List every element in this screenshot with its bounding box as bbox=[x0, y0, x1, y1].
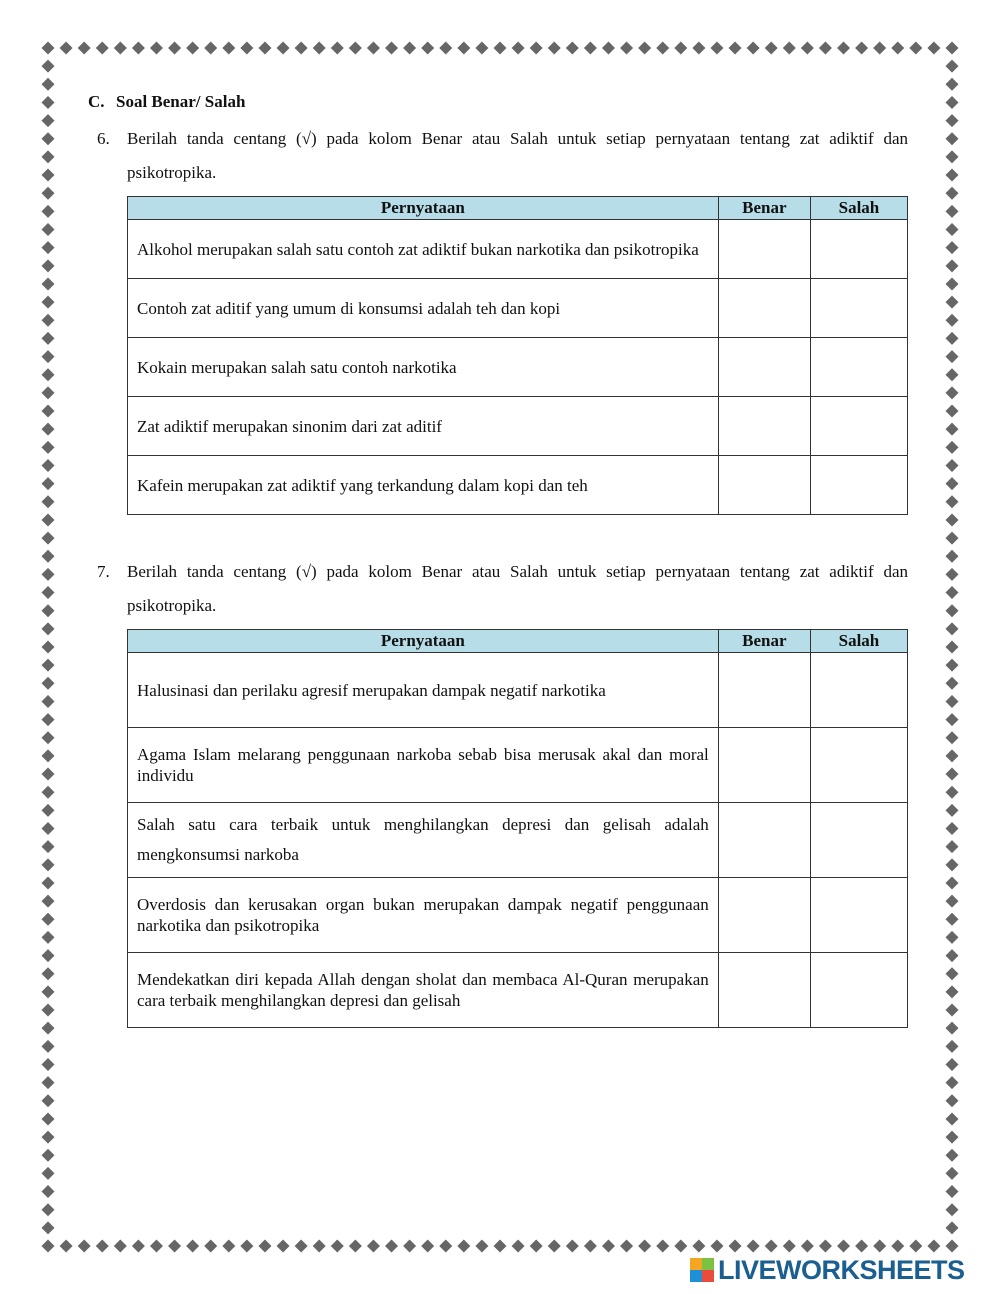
true-checkbox-cell[interactable] bbox=[718, 953, 810, 1028]
border-diamond bbox=[42, 1040, 55, 1053]
border-diamond bbox=[295, 42, 308, 55]
border-diamond bbox=[42, 1149, 55, 1162]
border-diamond bbox=[42, 1203, 55, 1216]
border-diamond bbox=[946, 1221, 959, 1234]
border-diamond bbox=[457, 1240, 470, 1253]
border-diamond bbox=[42, 259, 55, 272]
border-diamond bbox=[132, 42, 145, 55]
header-false: Salah bbox=[810, 630, 907, 653]
border-diamond bbox=[42, 241, 55, 254]
border-diamond bbox=[42, 332, 55, 345]
border-diamond bbox=[42, 931, 55, 944]
border-diamond bbox=[946, 949, 959, 962]
true-checkbox-cell[interactable] bbox=[718, 456, 810, 515]
header-true: Benar bbox=[718, 630, 810, 653]
question-prompt: Berilah tanda centang (√) pada kolom Benar atau Salah untuk setiap pernyataan tentang zat adiktif dan psikotropika. bbox=[127, 129, 908, 182]
table-row bbox=[128, 953, 908, 1028]
border-diamond bbox=[42, 78, 55, 91]
border-diamond bbox=[42, 532, 55, 545]
question-6 bbox=[97, 122, 908, 190]
border-diamond bbox=[946, 1203, 959, 1216]
border-diamond bbox=[42, 459, 55, 472]
false-checkbox-cell[interactable] bbox=[810, 728, 907, 803]
border-diamond bbox=[946, 568, 959, 581]
border-diamond bbox=[946, 386, 959, 399]
border-diamond bbox=[96, 1240, 109, 1253]
border-diamond bbox=[403, 42, 416, 55]
border-diamond bbox=[819, 42, 832, 55]
question-number: 7. bbox=[97, 562, 110, 581]
border-diamond bbox=[946, 768, 959, 781]
border-diamond bbox=[42, 895, 55, 908]
border-diamond bbox=[42, 822, 55, 835]
border-diamond bbox=[946, 641, 959, 654]
border-diamond bbox=[946, 1004, 959, 1017]
border-diamond bbox=[946, 459, 959, 472]
border-diamond bbox=[42, 1112, 55, 1125]
border-diamond bbox=[42, 786, 55, 799]
border-diamond bbox=[42, 150, 55, 163]
true-checkbox-cell[interactable] bbox=[718, 279, 810, 338]
border-diamond bbox=[946, 169, 959, 182]
border-diamond bbox=[946, 985, 959, 998]
border-diamond bbox=[873, 42, 886, 55]
border-diamond bbox=[946, 368, 959, 381]
table-row bbox=[128, 220, 908, 279]
border-diamond bbox=[132, 1240, 145, 1253]
border-diamond bbox=[946, 423, 959, 436]
border-diamond bbox=[114, 1240, 127, 1253]
false-checkbox-cell[interactable] bbox=[810, 953, 907, 1028]
table-row bbox=[128, 338, 908, 397]
border-diamond bbox=[548, 42, 561, 55]
border-diamond bbox=[729, 1240, 742, 1253]
border-diamond bbox=[584, 1240, 597, 1253]
section-title-text: Soal Benar/ Salah bbox=[116, 92, 246, 111]
border-diamond bbox=[42, 1185, 55, 1198]
border-diamond bbox=[946, 749, 959, 762]
border-diamond bbox=[873, 1240, 886, 1253]
border-diamond bbox=[656, 1240, 669, 1253]
border-diamond bbox=[42, 187, 55, 200]
table-header-row bbox=[128, 197, 908, 220]
false-checkbox-cell[interactable] bbox=[810, 653, 907, 728]
border-diamond bbox=[42, 1240, 55, 1253]
statement-text: Overdosis dan kerusakan organ bukan merupakan dampak negatif penggunaan narkotika dan psikotropika bbox=[128, 878, 719, 953]
border-diamond bbox=[765, 42, 778, 55]
border-diamond bbox=[946, 1076, 959, 1089]
border-diamond bbox=[946, 150, 959, 163]
border-diamond bbox=[946, 277, 959, 290]
table-row bbox=[128, 397, 908, 456]
border-diamond bbox=[42, 659, 55, 672]
border-diamond bbox=[331, 42, 344, 55]
border-diamond bbox=[42, 169, 55, 182]
border-diamond bbox=[42, 1221, 55, 1234]
border-diamond bbox=[946, 241, 959, 254]
border-diamond bbox=[204, 1240, 217, 1253]
section-title bbox=[88, 92, 908, 112]
border-diamond bbox=[331, 1240, 344, 1253]
header-statement: Pernyataan bbox=[128, 197, 719, 220]
border-diamond bbox=[313, 42, 326, 55]
border-diamond bbox=[946, 314, 959, 327]
true-checkbox-cell[interactable] bbox=[718, 220, 810, 279]
border-diamond bbox=[946, 1058, 959, 1071]
question-7-table bbox=[127, 629, 908, 1028]
border-diamond bbox=[42, 677, 55, 690]
border-diamond bbox=[946, 731, 959, 744]
question-number: 6. bbox=[97, 129, 110, 148]
border-diamond bbox=[42, 1004, 55, 1017]
border-diamond bbox=[946, 840, 959, 853]
border-diamond bbox=[946, 1167, 959, 1180]
border-diamond bbox=[946, 858, 959, 871]
border-diamond bbox=[837, 1240, 850, 1253]
border-diamond bbox=[457, 42, 470, 55]
border-diamond bbox=[584, 42, 597, 55]
border-diamond bbox=[494, 1240, 507, 1253]
border-diamond bbox=[42, 423, 55, 436]
header-false: Salah bbox=[810, 197, 907, 220]
border-diamond bbox=[946, 786, 959, 799]
table-header-row bbox=[128, 630, 908, 653]
border-diamond bbox=[927, 1240, 940, 1253]
border-diamond bbox=[42, 913, 55, 926]
border-diamond bbox=[42, 858, 55, 871]
border-diamond bbox=[78, 42, 91, 55]
border-diamond bbox=[42, 840, 55, 853]
border-diamond bbox=[42, 641, 55, 654]
statement-text: Kokain merupakan salah satu contoh narkotika bbox=[128, 338, 719, 397]
border-diamond bbox=[620, 42, 633, 55]
border-diamond bbox=[946, 713, 959, 726]
border-diamond bbox=[692, 1240, 705, 1253]
border-diamond bbox=[656, 42, 669, 55]
border-diamond bbox=[946, 695, 959, 708]
border-diamond bbox=[42, 1076, 55, 1089]
border-diamond bbox=[42, 277, 55, 290]
border-diamond bbox=[96, 42, 109, 55]
table-row bbox=[128, 878, 908, 953]
border-diamond bbox=[783, 42, 796, 55]
border-diamond bbox=[186, 42, 199, 55]
border-diamond bbox=[801, 42, 814, 55]
border-diamond bbox=[946, 1022, 959, 1035]
border-diamond bbox=[946, 1131, 959, 1144]
border-diamond bbox=[42, 314, 55, 327]
false-checkbox-cell[interactable] bbox=[810, 220, 907, 279]
border-diamond bbox=[530, 1240, 543, 1253]
border-diamond bbox=[42, 405, 55, 418]
border-diamond bbox=[747, 1240, 760, 1253]
statement-text: Halusinasi dan perilaku agresif merupakan dampak negatif narkotika bbox=[128, 653, 719, 728]
border-diamond bbox=[475, 1240, 488, 1253]
border-diamond bbox=[946, 96, 959, 109]
border-diamond bbox=[42, 386, 55, 399]
border-diamond bbox=[78, 1240, 91, 1253]
border-diamond bbox=[42, 967, 55, 980]
border-diamond bbox=[674, 42, 687, 55]
border-diamond bbox=[946, 132, 959, 145]
border-diamond bbox=[42, 441, 55, 454]
border-diamond bbox=[42, 132, 55, 145]
border-diamond bbox=[42, 205, 55, 218]
border-diamond bbox=[42, 804, 55, 817]
border-diamond bbox=[42, 949, 55, 962]
border-diamond bbox=[946, 604, 959, 617]
border-diamond bbox=[946, 677, 959, 690]
border-diamond bbox=[42, 749, 55, 762]
border-diamond bbox=[42, 731, 55, 744]
border-diamond bbox=[946, 586, 959, 599]
border-diamond bbox=[114, 42, 127, 55]
border-diamond bbox=[512, 42, 525, 55]
border-diamond bbox=[946, 1112, 959, 1125]
section-letter: C. bbox=[88, 92, 105, 111]
border-diamond bbox=[638, 42, 651, 55]
border-diamond bbox=[946, 967, 959, 980]
border-diamond bbox=[42, 604, 55, 617]
border-diamond bbox=[946, 205, 959, 218]
border-diamond bbox=[710, 42, 723, 55]
question-7 bbox=[97, 555, 908, 623]
false-checkbox-cell[interactable] bbox=[810, 397, 907, 456]
border-diamond bbox=[891, 1240, 904, 1253]
statement-text: Agama Islam melarang penggunaan narkoba sebab bisa merusak akal dan moral individu bbox=[128, 728, 719, 803]
statement-text: Salah satu cara terbaik untuk menghilangkan depresi dan gelisah adalah mengkonsumsi narkoba bbox=[128, 803, 719, 878]
border-diamond bbox=[240, 1240, 253, 1253]
border-diamond bbox=[946, 187, 959, 200]
header-true: Benar bbox=[718, 197, 810, 220]
worksheet-content bbox=[88, 92, 908, 1028]
border-diamond bbox=[602, 42, 615, 55]
border-diamond bbox=[168, 42, 181, 55]
border-diamond bbox=[946, 550, 959, 563]
border-diamond bbox=[946, 114, 959, 127]
border-diamond bbox=[946, 223, 959, 236]
table-row bbox=[128, 279, 908, 338]
border-diamond bbox=[891, 42, 904, 55]
border-diamond bbox=[946, 659, 959, 672]
border-diamond bbox=[42, 1167, 55, 1180]
table-row bbox=[128, 728, 908, 803]
true-checkbox-cell[interactable] bbox=[718, 653, 810, 728]
border-diamond bbox=[42, 513, 55, 526]
border-diamond bbox=[946, 42, 959, 55]
true-checkbox-cell[interactable] bbox=[718, 803, 810, 878]
border-diamond bbox=[258, 42, 271, 55]
border-diamond bbox=[855, 1240, 868, 1253]
statement-text: Kafein merupakan zat adiktif yang terkandung dalam kopi dan teh bbox=[128, 456, 719, 515]
border-diamond bbox=[42, 713, 55, 726]
border-diamond bbox=[367, 42, 380, 55]
border-diamond bbox=[421, 1240, 434, 1253]
border-diamond bbox=[42, 768, 55, 781]
border-diamond bbox=[946, 876, 959, 889]
border-diamond bbox=[946, 804, 959, 817]
false-checkbox-cell[interactable] bbox=[810, 338, 907, 397]
border-diamond bbox=[946, 532, 959, 545]
border-diamond bbox=[566, 42, 579, 55]
border-diamond bbox=[674, 1240, 687, 1253]
border-diamond bbox=[946, 913, 959, 926]
border-diamond bbox=[855, 42, 868, 55]
true-checkbox-cell[interactable] bbox=[718, 397, 810, 456]
border-diamond bbox=[421, 42, 434, 55]
border-diamond bbox=[295, 1240, 308, 1253]
border-diamond bbox=[530, 42, 543, 55]
header-statement: Pernyataan bbox=[128, 630, 719, 653]
border-diamond bbox=[620, 1240, 633, 1253]
border-diamond bbox=[494, 42, 507, 55]
border-diamond bbox=[277, 42, 290, 55]
question-prompt: Berilah tanda centang (√) pada kolom Benar atau Salah untuk setiap pernyataan tentang zat adiktif dan psikotropika. bbox=[127, 562, 908, 615]
border-diamond bbox=[946, 405, 959, 418]
border-diamond bbox=[313, 1240, 326, 1253]
border-diamond bbox=[240, 42, 253, 55]
border-diamond bbox=[186, 1240, 199, 1253]
border-diamond bbox=[42, 114, 55, 127]
border-diamond bbox=[819, 1240, 832, 1253]
border-diamond bbox=[42, 1131, 55, 1144]
border-diamond bbox=[439, 42, 452, 55]
border-diamond bbox=[42, 223, 55, 236]
border-diamond bbox=[42, 568, 55, 581]
border-diamond bbox=[222, 42, 235, 55]
true-checkbox-cell[interactable] bbox=[718, 338, 810, 397]
border-diamond bbox=[42, 296, 55, 309]
statement-text: Zat adiktif merupakan sinonim dari zat aditif bbox=[128, 397, 719, 456]
border-diamond bbox=[801, 1240, 814, 1253]
false-checkbox-cell[interactable] bbox=[810, 456, 907, 515]
false-checkbox-cell[interactable] bbox=[810, 878, 907, 953]
border-diamond bbox=[946, 1094, 959, 1107]
border-diamond bbox=[42, 96, 55, 109]
border-diamond bbox=[42, 695, 55, 708]
border-diamond bbox=[60, 42, 73, 55]
table-row bbox=[128, 803, 908, 878]
border-diamond bbox=[946, 931, 959, 944]
border-diamond bbox=[566, 1240, 579, 1253]
border-diamond bbox=[367, 1240, 380, 1253]
border-diamond bbox=[42, 985, 55, 998]
liveworksheets-logo bbox=[690, 1255, 990, 1285]
border-diamond bbox=[602, 1240, 615, 1253]
statement-text: Alkohol merupakan salah satu contoh zat adiktif bukan narkotika dan psikotropika bbox=[128, 220, 719, 279]
liveworksheets-brand-text: LIVEWORKSHEETS bbox=[718, 1254, 965, 1285]
border-diamond bbox=[403, 1240, 416, 1253]
border-diamond bbox=[150, 1240, 163, 1253]
border-diamond bbox=[42, 1022, 55, 1035]
border-diamond bbox=[946, 1240, 959, 1253]
border-diamond bbox=[909, 42, 922, 55]
border-diamond bbox=[946, 350, 959, 363]
border-diamond bbox=[548, 1240, 561, 1253]
border-diamond bbox=[42, 495, 55, 508]
border-diamond bbox=[946, 513, 959, 526]
border-diamond bbox=[150, 42, 163, 55]
border-diamond bbox=[349, 1240, 362, 1253]
border-diamond bbox=[946, 60, 959, 73]
statement-text: Contoh zat aditif yang umum di konsumsi adalah teh dan kopi bbox=[128, 279, 719, 338]
border-diamond bbox=[946, 477, 959, 490]
border-diamond bbox=[747, 42, 760, 55]
border-diamond bbox=[946, 895, 959, 908]
border-diamond bbox=[42, 477, 55, 490]
border-diamond bbox=[42, 586, 55, 599]
border-diamond bbox=[512, 1240, 525, 1253]
border-diamond bbox=[277, 1240, 290, 1253]
border-diamond bbox=[692, 42, 705, 55]
border-diamond bbox=[909, 1240, 922, 1253]
statement-text: Mendekatkan diri kepada Allah dengan sholat dan membaca Al-Quran merupakan cara terbaik menghilangkan depresi dan gelisah bbox=[128, 953, 719, 1028]
border-diamond bbox=[946, 296, 959, 309]
border-diamond bbox=[204, 42, 217, 55]
border-diamond bbox=[439, 1240, 452, 1253]
true-checkbox-cell[interactable] bbox=[718, 878, 810, 953]
border-diamond bbox=[42, 622, 55, 635]
border-diamond bbox=[946, 622, 959, 635]
border-diamond bbox=[946, 1040, 959, 1053]
border-diamond bbox=[42, 1094, 55, 1107]
border-diamond bbox=[946, 78, 959, 91]
true-checkbox-cell[interactable] bbox=[718, 728, 810, 803]
false-checkbox-cell[interactable] bbox=[810, 803, 907, 878]
question-6-table bbox=[127, 196, 908, 515]
table-row bbox=[128, 456, 908, 515]
border-diamond bbox=[42, 1058, 55, 1071]
border-diamond bbox=[837, 42, 850, 55]
border-diamond bbox=[42, 550, 55, 563]
border-diamond bbox=[258, 1240, 271, 1253]
liveworksheets-logo-icon bbox=[690, 1258, 714, 1282]
border-diamond bbox=[385, 42, 398, 55]
border-diamond bbox=[927, 42, 940, 55]
border-diamond bbox=[385, 1240, 398, 1253]
border-diamond bbox=[42, 368, 55, 381]
border-diamond bbox=[765, 1240, 778, 1253]
border-diamond bbox=[42, 350, 55, 363]
border-diamond bbox=[60, 1240, 73, 1253]
border-diamond bbox=[349, 42, 362, 55]
border-diamond bbox=[946, 1185, 959, 1198]
false-checkbox-cell[interactable] bbox=[810, 279, 907, 338]
border-diamond bbox=[946, 259, 959, 272]
border-diamond bbox=[710, 1240, 723, 1253]
border-diamond bbox=[475, 42, 488, 55]
border-diamond bbox=[946, 441, 959, 454]
border-diamond bbox=[222, 1240, 235, 1253]
border-diamond bbox=[946, 1149, 959, 1162]
border-diamond bbox=[42, 60, 55, 73]
border-diamond bbox=[946, 332, 959, 345]
border-diamond bbox=[168, 1240, 181, 1253]
border-diamond bbox=[42, 42, 55, 55]
border-diamond bbox=[946, 822, 959, 835]
table-row bbox=[128, 653, 908, 728]
border-diamond bbox=[946, 495, 959, 508]
border-diamond bbox=[42, 876, 55, 889]
border-diamond bbox=[783, 1240, 796, 1253]
border-diamond bbox=[729, 42, 742, 55]
border-diamond bbox=[638, 1240, 651, 1253]
